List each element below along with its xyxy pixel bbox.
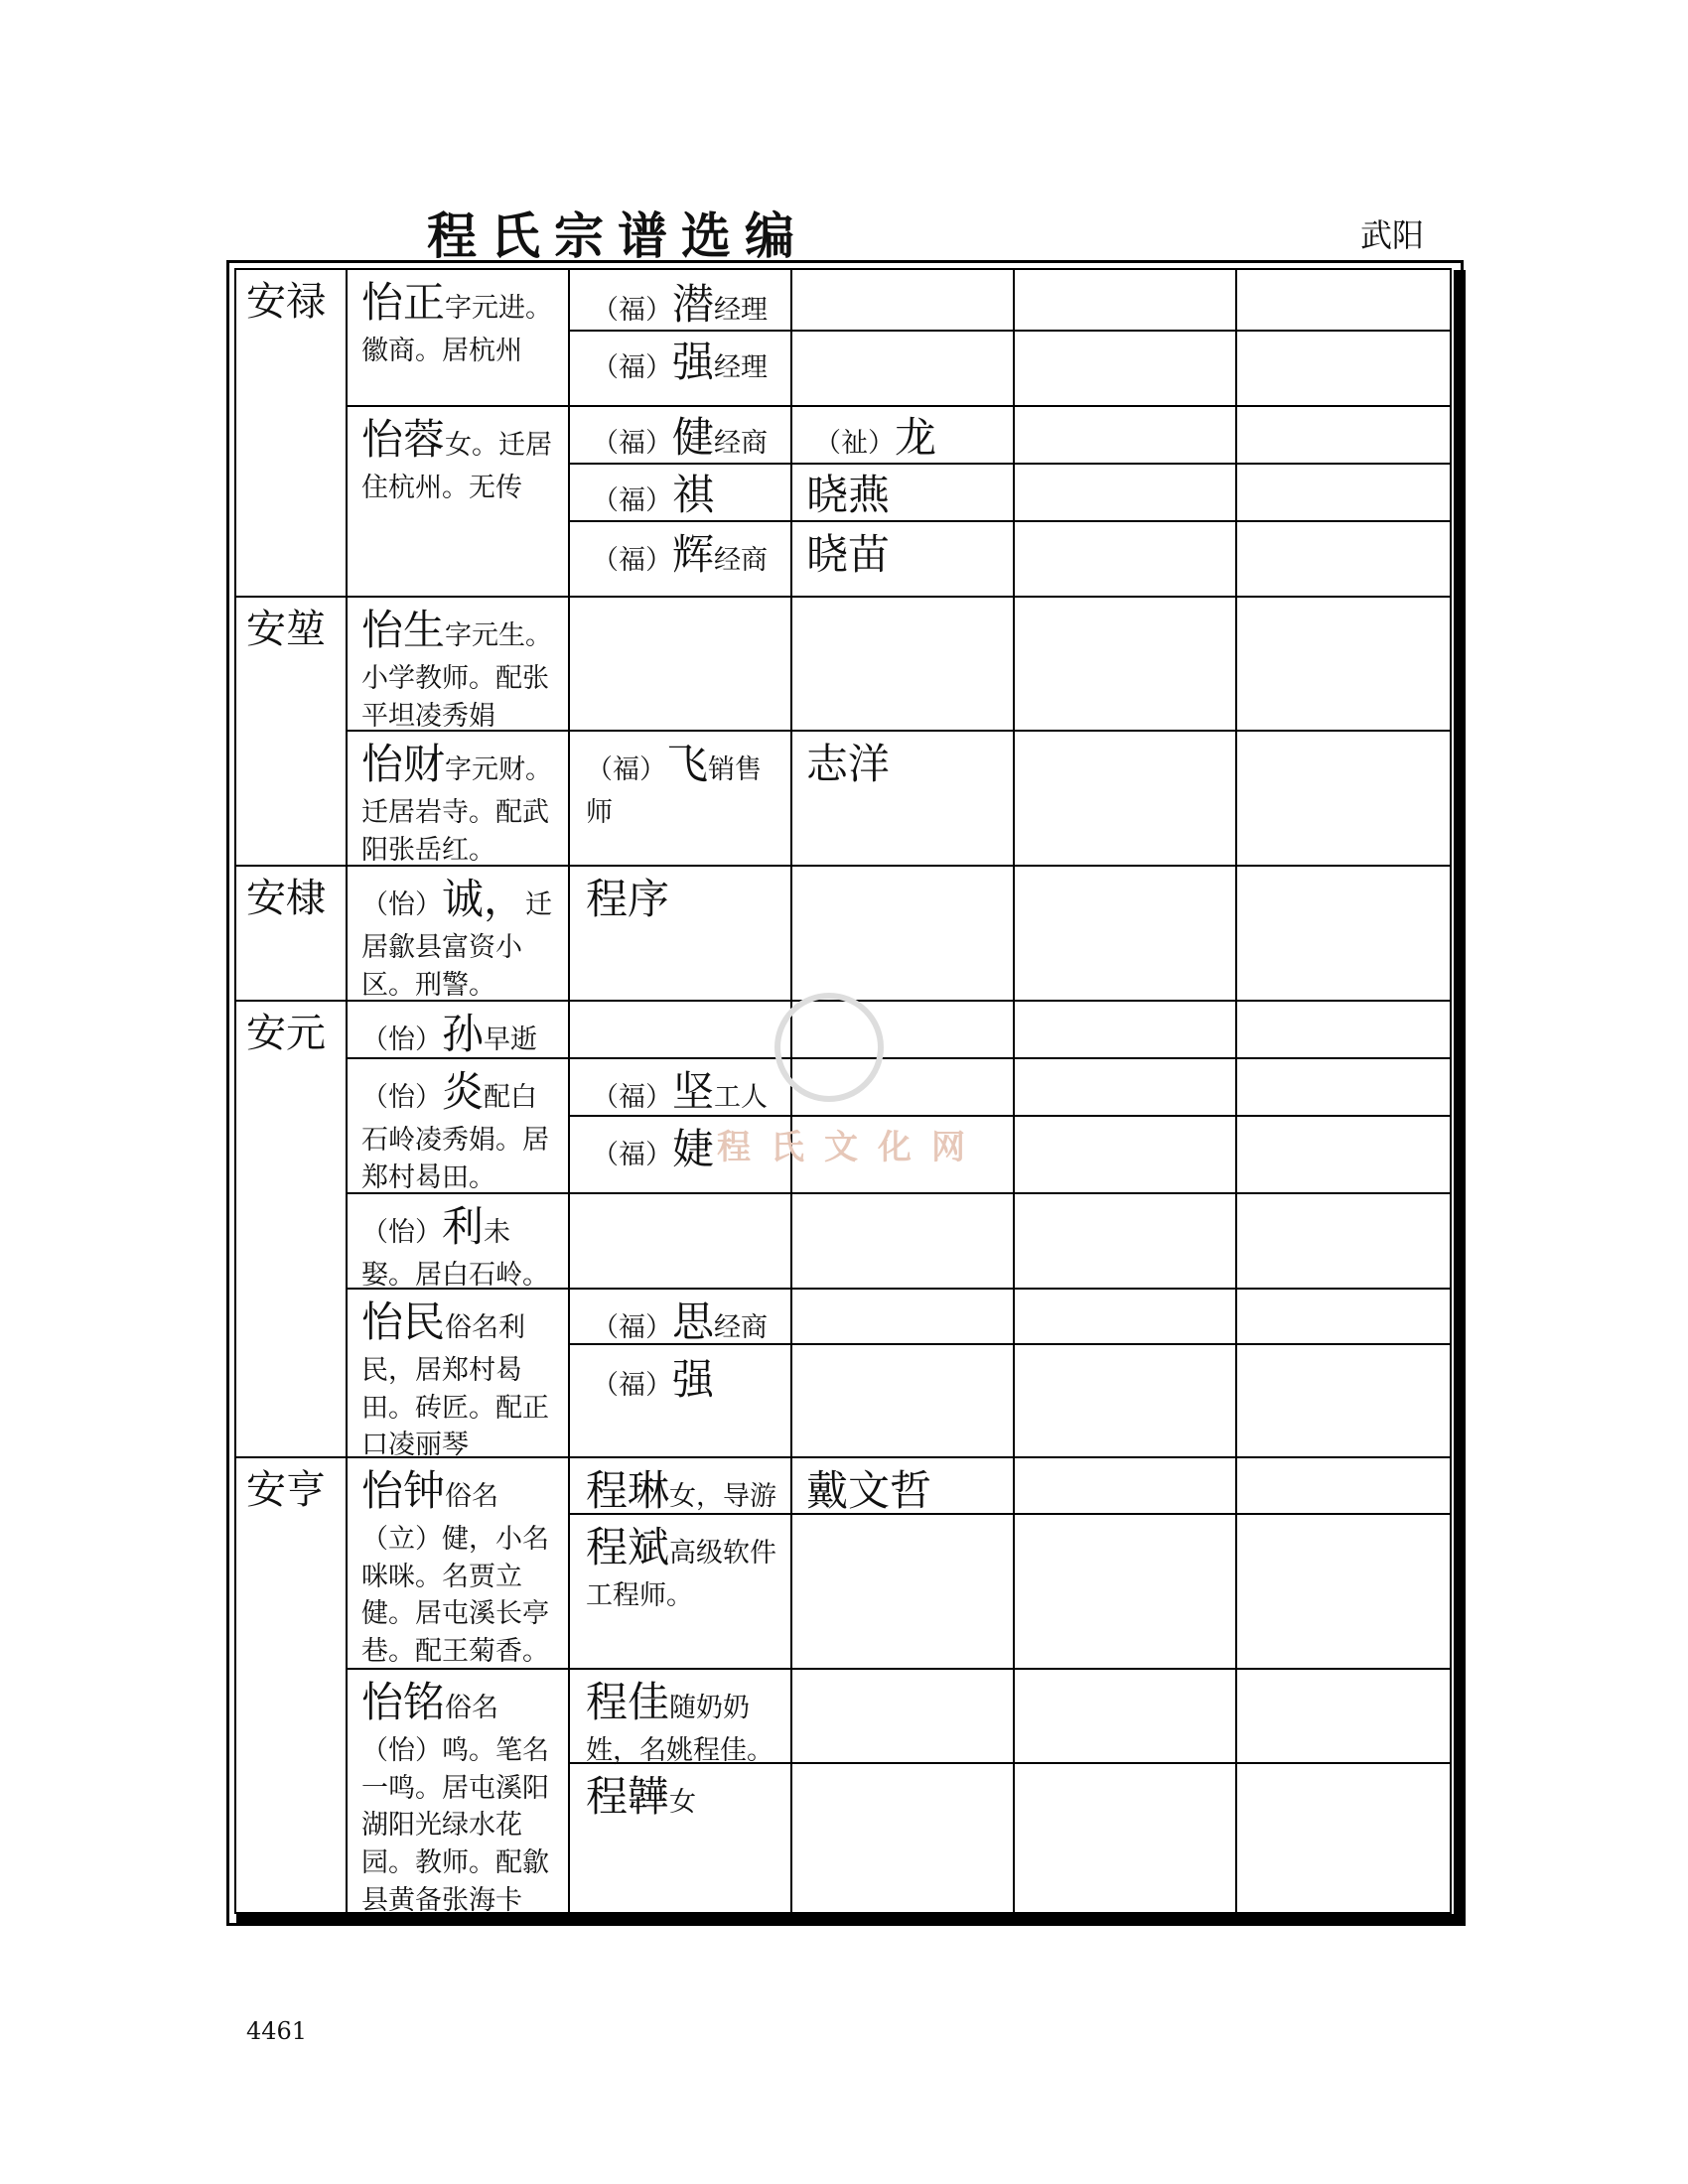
person-desc: 经商: [714, 545, 769, 576]
person-desc: 经商: [714, 428, 769, 459]
person-name: 龙: [895, 413, 937, 462]
name-prefix: （福）: [592, 352, 672, 383]
gen2-entry: [361, 1198, 560, 1295]
row-divider: [346, 405, 1452, 407]
gen2-entry: [361, 1006, 560, 1064]
gen3-entry: [586, 871, 780, 929]
name-prefix: （福）: [592, 1082, 672, 1113]
name-prefix: （福）: [592, 1370, 672, 1401]
gen3-entry: [586, 1462, 780, 1521]
person-name: 祺: [672, 471, 715, 519]
person-desc: 字元财。迁居岩寺。配武阳张岳红。: [361, 754, 553, 866]
name-prefix: （怡）: [361, 889, 442, 920]
person-name: 怡铭: [361, 1678, 446, 1726]
name-prefix: （福）: [592, 428, 672, 459]
person-name: 辉: [672, 530, 715, 579]
gen3-entry: [592, 276, 780, 335]
person-name: 强: [672, 338, 715, 386]
gen3-entry: [592, 1063, 780, 1122]
gen2-entry: [361, 1294, 560, 1464]
gen2-entry: [361, 1462, 560, 1671]
person-desc: 工人: [714, 1082, 769, 1113]
person-name: 怡生: [361, 606, 446, 654]
person-desc: 俗名（立）健，小名咪咪。名贾立健。居屯溪长亭巷。配王菊香。: [361, 1481, 549, 1668]
person-name: 程序: [586, 875, 670, 923]
name-prefix: （福）: [592, 1140, 672, 1170]
watermark-text: 程氏文化网: [717, 1128, 985, 1167]
person-name: 怡钟: [361, 1466, 446, 1515]
person-name: 诚，: [442, 875, 526, 923]
name-prefix: （福）: [592, 485, 672, 516]
person-name: 炎: [442, 1067, 485, 1116]
gen4-entry: [814, 409, 1003, 468]
name-prefix: （怡）: [361, 1024, 442, 1055]
person-name: 程斌: [586, 1523, 670, 1571]
gen3-entry: [592, 1294, 780, 1352]
person-name: 程佳: [586, 1678, 670, 1726]
watermark-seal-icon: [774, 993, 884, 1102]
person-desc: 经理: [714, 352, 769, 383]
person-desc: 俗名利民，居郑村曷田。砖匠。配正口凌丽琴: [361, 1312, 549, 1461]
person-desc: 销售师: [586, 754, 763, 828]
gen2-entry: [361, 871, 560, 1004]
person-name: 利: [442, 1202, 485, 1251]
person-name: 强: [672, 1355, 715, 1404]
gen2-entry: [361, 411, 560, 507]
person-desc: 字元生。小学教师。配张平坦凌秀娟: [361, 620, 553, 732]
page-title: 程氏宗谱选编: [427, 206, 808, 265]
name-prefix: （怡）: [361, 1082, 442, 1113]
region-label: 武阳: [1360, 216, 1425, 254]
person-desc: 高级软件工程师。: [586, 1538, 777, 1611]
gen4-entry: [806, 526, 1003, 585]
person-desc: 迁居歙县富资小区。刑警。: [361, 889, 553, 1001]
person-desc: 女: [669, 1787, 697, 1818]
gen3-entry: [592, 467, 780, 525]
person-name: 戴文哲: [806, 1466, 932, 1515]
gen3-entry: [592, 409, 780, 468]
person-desc: 字元进。徽商。居杭州: [361, 293, 553, 366]
gen2-entry: [361, 1063, 560, 1196]
person-name: 思: [672, 1297, 715, 1346]
person-name: 坚: [672, 1067, 715, 1116]
gen4-entry: [806, 736, 1003, 794]
person-desc: 早逝: [484, 1024, 538, 1055]
name-prefix: （祉）: [814, 428, 895, 459]
gen2-entry: [361, 736, 560, 869]
person-name: 怡财: [361, 740, 446, 788]
person-name: 婕: [672, 1125, 715, 1173]
person-name: 志洋: [806, 740, 891, 788]
person-name: 怡正: [361, 278, 446, 327]
gen2-entry: [361, 1674, 560, 1920]
gen3-entry: [586, 736, 780, 832]
gen3-entry: [592, 1351, 780, 1410]
page-number: 4461: [246, 2017, 308, 2045]
gen1-name: 安元: [246, 1011, 326, 1056]
person-name: 健: [672, 413, 715, 462]
person-name: 程琳: [586, 1466, 670, 1515]
person-desc: 经商: [714, 1312, 769, 1343]
gen2-entry: [361, 274, 560, 370]
gen3-entry: [586, 1768, 780, 1827]
person-name: 程韡: [586, 1772, 670, 1821]
name-prefix: （福）: [592, 1312, 672, 1343]
gen1-name: 安禄: [246, 279, 326, 325]
person-name: 潜: [672, 280, 715, 329]
gen3-entry: [592, 334, 780, 392]
name-prefix: （福）: [592, 295, 672, 326]
name-prefix: （怡）: [361, 1217, 442, 1248]
name-prefix: （福）: [592, 545, 672, 576]
person-desc: 女。迁居住杭州。无传: [361, 430, 553, 503]
person-desc: 配白石岭凌秀娟。居郑村曷田。: [361, 1082, 549, 1193]
person-name: 孙: [442, 1010, 485, 1058]
gen1-name: 安棣: [246, 876, 326, 921]
gen2-entry: [361, 602, 560, 735]
person-desc: 经理: [714, 295, 769, 326]
person-name: 飞: [666, 740, 709, 788]
person-name: 晓苗: [806, 530, 891, 579]
person-name: 怡民: [361, 1297, 446, 1346]
gen3-entry: [586, 1519, 780, 1615]
gen1-name: 安堃: [246, 607, 326, 652]
gen3-entry: [592, 526, 780, 585]
row-divider: [234, 596, 1452, 598]
gen4-entry: [806, 1462, 1003, 1521]
gen3-entry: [586, 1674, 780, 1770]
person-desc: 随奶奶姓，名姚程佳。: [586, 1693, 774, 1766]
person-name: 怡蓉: [361, 415, 446, 464]
gen1-name: 安亨: [246, 1467, 326, 1513]
gen4-entry: [806, 467, 1003, 525]
person-name: 晓燕: [806, 471, 891, 519]
person-desc: 俗名（怡）鸣。笔名一鸣。居屯溪阳湖阳光绿水花园。教师。配歙县黄备张海卡: [361, 1693, 549, 1916]
person-desc: 女，导游: [669, 1481, 777, 1512]
name-prefix: （福）: [586, 754, 666, 785]
person-desc: 未娶。居白石岭。: [361, 1217, 549, 1291]
